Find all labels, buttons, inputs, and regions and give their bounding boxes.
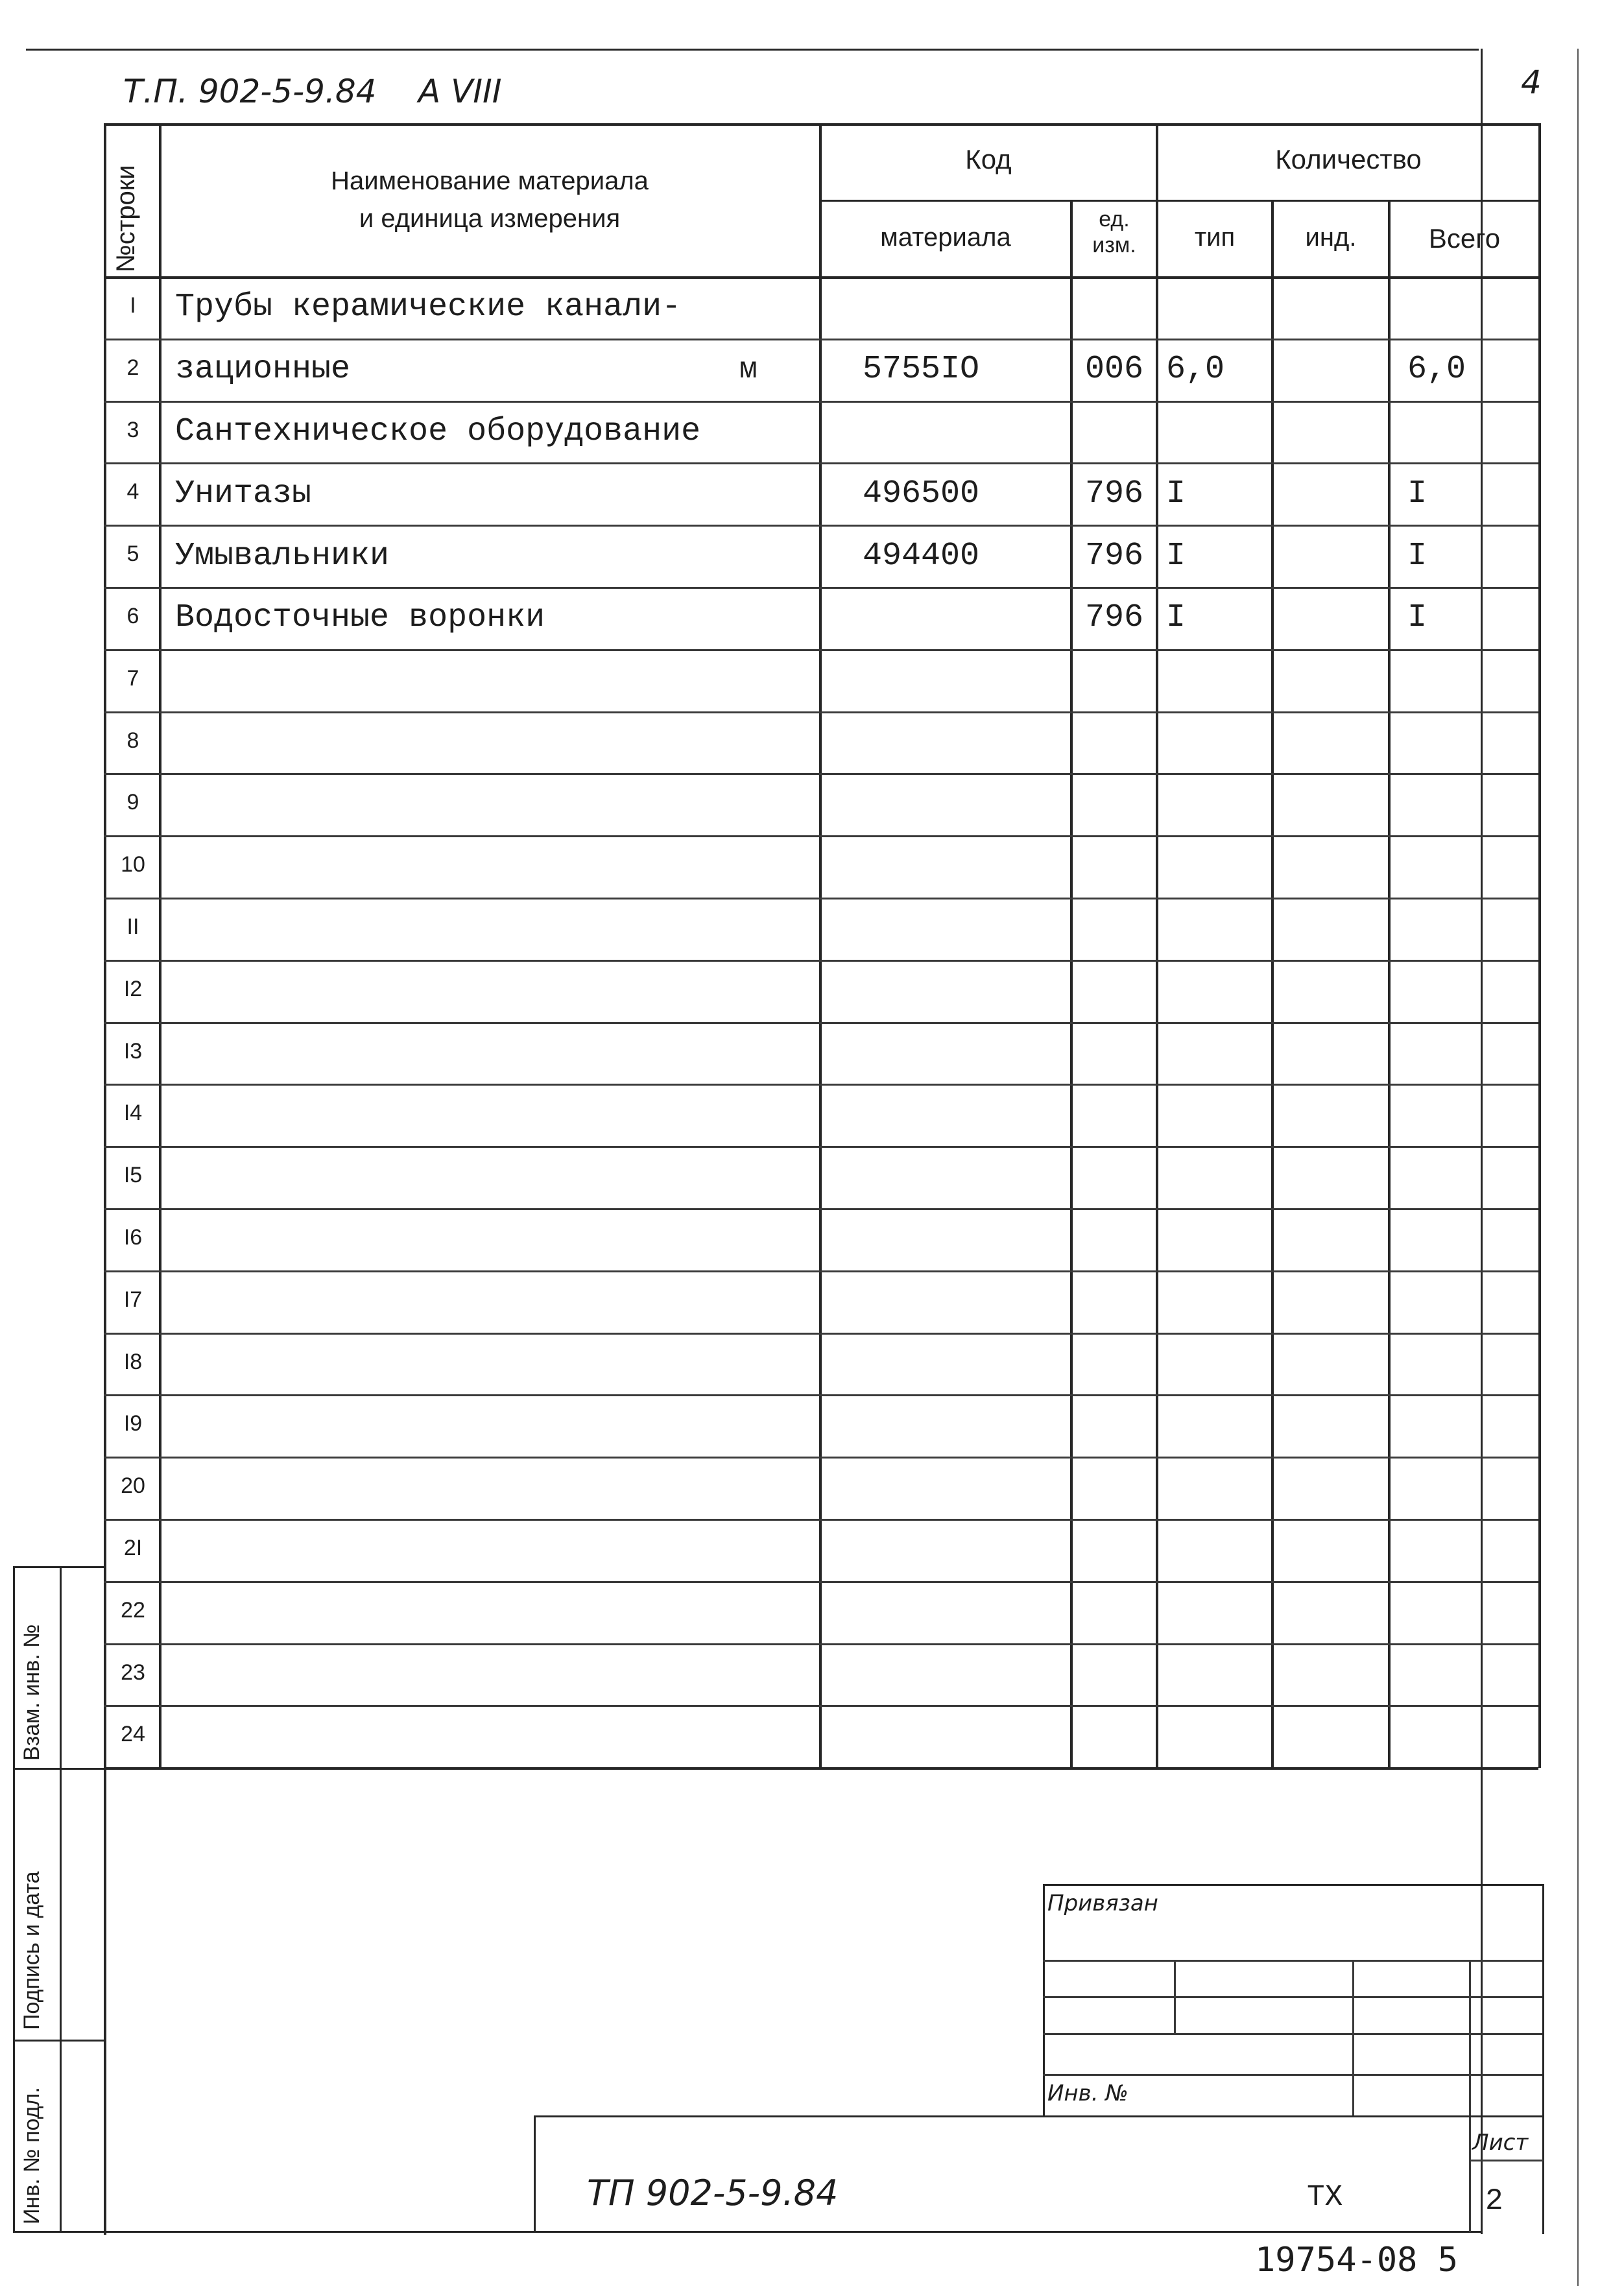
- cell-material: [863, 898, 1064, 960]
- tb-col-1: [1174, 1960, 1176, 2034]
- cell-unit: 796: [1084, 475, 1143, 512]
- cell-unit: [1073, 711, 1156, 774]
- cell-total: [1407, 1022, 1537, 1084]
- cell-unit: [1073, 1333, 1156, 1395]
- header-code-material: материала: [880, 223, 1011, 252]
- cell-ind: [1274, 1084, 1388, 1146]
- cell-ind: [1274, 339, 1388, 401]
- tb-col-3: [1469, 1960, 1471, 2232]
- header-code: Код: [965, 144, 1012, 174]
- row-number: II: [126, 914, 139, 939]
- cell-type: [1166, 276, 1270, 339]
- cell-material: [863, 1208, 1064, 1270]
- row-number: 2: [126, 355, 139, 380]
- cell-type: [1166, 1333, 1270, 1395]
- header-qty-type: тип: [1194, 223, 1236, 252]
- cell-type: [1166, 401, 1270, 463]
- header-code-unit: ед. изм.: [1092, 207, 1136, 257]
- cell-unit: [1073, 276, 1156, 339]
- cell-type: [1166, 773, 1270, 835]
- tb-doc-code: ТП 902-5-9.84: [587, 2173, 839, 2213]
- cell-ind: [1274, 711, 1388, 774]
- cell-unit: [1073, 1519, 1156, 1581]
- cell-unit: [1073, 1705, 1156, 1767]
- cell-material: [863, 649, 1064, 711]
- stamp-podpis-data: Подпись и дата: [19, 1871, 44, 2030]
- row-number: 6: [126, 604, 139, 628]
- tb-privyazan: Привязан: [1047, 1890, 1158, 1916]
- col-rule-code: [819, 123, 822, 1768]
- cell-total: [1407, 1581, 1537, 1643]
- cell-total: [1407, 960, 1537, 1022]
- cell-ind: [1274, 773, 1388, 835]
- tb-main-top: [534, 2115, 1544, 2117]
- col-rule-name: [159, 123, 161, 1768]
- col-rule-qty: [1156, 123, 1158, 1768]
- cell-unit: [1073, 1208, 1156, 1270]
- cell-material: [863, 1581, 1064, 1643]
- cell-unit: [1073, 835, 1156, 898]
- table-bottom-rule: [104, 1767, 1538, 1770]
- header-material-name: Наименование материала и единица измерения: [331, 167, 649, 233]
- row-number: 5: [126, 542, 139, 567]
- unit-label: м: [739, 352, 758, 387]
- row-number: 10: [121, 852, 145, 877]
- cell-type: I: [1166, 537, 1186, 575]
- col-rule-right: [1538, 123, 1541, 1768]
- tb-col-2: [1352, 1960, 1354, 2115]
- tb-left: [1043, 1884, 1045, 2117]
- cell-type: [1166, 1146, 1270, 1208]
- cell-ind: [1274, 1705, 1388, 1767]
- cell-ind: [1274, 835, 1388, 898]
- cell-ind: [1274, 1519, 1388, 1581]
- cell-material: [863, 1022, 1064, 1084]
- cell-unit: [1073, 1394, 1156, 1457]
- cell-total: [1407, 835, 1537, 898]
- col-rule-left: [104, 123, 106, 1768]
- cell-unit: [1073, 898, 1156, 960]
- row-number: 8: [126, 728, 139, 753]
- cell-material: [863, 1705, 1064, 1767]
- cell-total: [1407, 711, 1537, 774]
- row-number: 9: [126, 790, 139, 815]
- material-name: Сантехническое оборудование: [175, 412, 701, 450]
- cell-material: [863, 1270, 1064, 1333]
- cell-type: [1166, 1643, 1270, 1706]
- frame-bottom: [13, 2231, 1483, 2233]
- row-number: 23: [121, 1660, 145, 1685]
- cell-type: [1166, 835, 1270, 898]
- archive-number: 19754-08 5: [1255, 2241, 1459, 2280]
- row-number: 7: [126, 665, 139, 691]
- cell-type: [1166, 898, 1270, 960]
- cell-material: [863, 1394, 1064, 1457]
- tb-inv-no: Инв. №: [1047, 2080, 1128, 2106]
- material-name: Умывальники: [175, 537, 390, 575]
- stamp-vzam-inv: Взам. инв. №: [19, 1624, 44, 1761]
- row-number: 22: [121, 1597, 145, 1623]
- cell-ind: [1274, 1146, 1388, 1208]
- material-name: зационные: [175, 351, 351, 388]
- cell-type: [1166, 1581, 1270, 1643]
- cell-ind: [1274, 960, 1388, 1022]
- cell-total: [1407, 898, 1537, 960]
- tb-row-1: [1043, 1960, 1542, 1962]
- cell-unit: [1073, 1270, 1156, 1333]
- stamp-divider: [60, 1566, 62, 2231]
- row-number: I7: [123, 1287, 143, 1312]
- tb-top: [1043, 1884, 1542, 1886]
- cell-unit: [1073, 1457, 1156, 1519]
- cell-unit: 006: [1084, 351, 1143, 388]
- row-number: I3: [123, 1038, 143, 1064]
- cell-total: [1407, 773, 1537, 835]
- tb-sheet-label: Лист: [1472, 2130, 1529, 2156]
- cell-total: [1407, 1705, 1537, 1767]
- cell-ind: [1274, 276, 1388, 339]
- cell-unit: 796: [1084, 599, 1143, 637]
- cell-type: [1166, 1705, 1270, 1767]
- cell-type: [1166, 1394, 1270, 1457]
- row-number: I2: [123, 976, 143, 1001]
- row-number: 4: [126, 479, 139, 505]
- cell-ind: [1274, 1643, 1388, 1706]
- cell-material: 5755IO: [863, 351, 980, 388]
- header-qty-ind: инд.: [1305, 223, 1357, 252]
- cell-unit: [1073, 1146, 1156, 1208]
- cell-ind: [1274, 898, 1388, 960]
- cell-unit: [1073, 1581, 1156, 1643]
- cell-type: [1166, 649, 1270, 711]
- cell-type: [1166, 960, 1270, 1022]
- row-number: I9: [123, 1411, 143, 1436]
- cell-ind: [1274, 1270, 1388, 1333]
- page-number: 4: [1521, 64, 1542, 101]
- cell-total: [1407, 1394, 1537, 1457]
- cell-ind: [1274, 1581, 1388, 1643]
- cell-material: 494400: [863, 537, 980, 575]
- cell-material: [863, 1084, 1064, 1146]
- tb-right: [1542, 1884, 1544, 2234]
- cell-total: [1407, 1146, 1537, 1208]
- row-number: 3: [126, 417, 139, 442]
- cell-total: [1407, 1519, 1537, 1581]
- cell-type: [1166, 1457, 1270, 1519]
- tb-row-4: [1043, 2074, 1542, 2076]
- doc-code: Т.П. 902-5-9.84: [123, 73, 377, 110]
- cell-ind: [1274, 1333, 1388, 1395]
- frame-left-lower: [104, 1768, 106, 2235]
- stamp-inv-podl: Инв. № подл.: [19, 2087, 44, 2224]
- tb-sheet-sep: [1469, 2160, 1544, 2161]
- cell-material: [863, 1519, 1064, 1581]
- cell-total: [1407, 1208, 1537, 1270]
- cell-total: [1407, 401, 1537, 463]
- cell-material: [863, 773, 1064, 835]
- tb-row-2: [1043, 1996, 1542, 1998]
- cell-type: [1166, 1270, 1270, 1333]
- cell-unit: [1073, 1022, 1156, 1084]
- subheader-rule: [820, 200, 1538, 202]
- header-quantity: Количество: [1275, 144, 1422, 174]
- cell-total: [1407, 1643, 1537, 1706]
- cell-type: I: [1166, 599, 1186, 637]
- stamp-left-edge: [13, 1566, 15, 2231]
- cell-ind: [1274, 587, 1388, 649]
- cell-material: [863, 960, 1064, 1022]
- cell-total: I: [1407, 537, 1427, 575]
- cell-type: [1166, 1084, 1270, 1146]
- cell-unit: [1073, 960, 1156, 1022]
- cell-total: [1407, 276, 1537, 339]
- cell-material: [863, 1643, 1064, 1706]
- header-qty-total: Всего: [1428, 223, 1501, 254]
- top-border: [26, 49, 1479, 51]
- cell-total: [1407, 649, 1537, 711]
- cell-total: [1407, 1333, 1537, 1395]
- cell-unit: [1073, 1643, 1156, 1706]
- cell-total: 6,0: [1407, 351, 1466, 388]
- cell-type: [1166, 1208, 1270, 1270]
- cell-material: [863, 401, 1064, 463]
- cell-material: [863, 1333, 1064, 1395]
- row-number: 24: [121, 1722, 145, 1747]
- tb-main-left: [534, 2115, 536, 2232]
- page-edge-line: [1577, 49, 1579, 2286]
- material-name: Водосточные воронки: [175, 599, 545, 637]
- row-number: I8: [123, 1349, 143, 1374]
- cell-material: 496500: [863, 475, 980, 512]
- cell-ind: [1274, 462, 1388, 525]
- cell-ind: [1274, 1394, 1388, 1457]
- cell-ind: [1274, 401, 1388, 463]
- cell-unit: [1073, 773, 1156, 835]
- cell-material: [863, 835, 1064, 898]
- cell-ind: [1274, 1208, 1388, 1270]
- album-number: А VIII: [418, 73, 502, 110]
- tb-row-3: [1043, 2033, 1542, 2035]
- cell-unit: 796: [1084, 537, 1143, 575]
- cell-material: [863, 1457, 1064, 1519]
- row-number: I4: [123, 1101, 143, 1126]
- cell-type: [1166, 711, 1270, 774]
- cell-ind: [1274, 649, 1388, 711]
- header-row-number: №строки: [112, 165, 140, 272]
- cell-total: [1407, 1084, 1537, 1146]
- cell-ind: [1274, 1457, 1388, 1519]
- cell-material: [863, 587, 1064, 649]
- cell-total: I: [1407, 599, 1427, 637]
- cell-ind: [1274, 525, 1388, 587]
- material-name: Унитазы: [175, 475, 312, 512]
- row-number: I: [130, 293, 136, 318]
- cell-material: [863, 1146, 1064, 1208]
- material-name: Трубы керамические канали-: [175, 289, 682, 326]
- cell-total: [1407, 1270, 1537, 1333]
- cell-total: [1407, 1457, 1537, 1519]
- cell-type: I: [1166, 475, 1186, 512]
- cell-unit: [1073, 1084, 1156, 1146]
- col-rule-total: [1388, 200, 1391, 1768]
- row-number: I6: [123, 1225, 143, 1250]
- cell-type: [1166, 1519, 1270, 1581]
- cell-unit: [1073, 401, 1156, 463]
- row-number: 2I: [123, 1536, 143, 1560]
- cell-unit: [1073, 649, 1156, 711]
- cell-total: I: [1407, 475, 1427, 512]
- cell-type: [1166, 1022, 1270, 1084]
- tb-sheet-number: 2: [1485, 2184, 1503, 2218]
- row-number: 20: [121, 1473, 145, 1499]
- cell-type: 6,0: [1166, 351, 1225, 388]
- cell-ind: [1274, 1022, 1388, 1084]
- cell-material: [863, 711, 1064, 774]
- cell-material: [863, 276, 1064, 339]
- tb-section: ТХ: [1307, 2180, 1343, 2214]
- row-number: I5: [123, 1163, 143, 1188]
